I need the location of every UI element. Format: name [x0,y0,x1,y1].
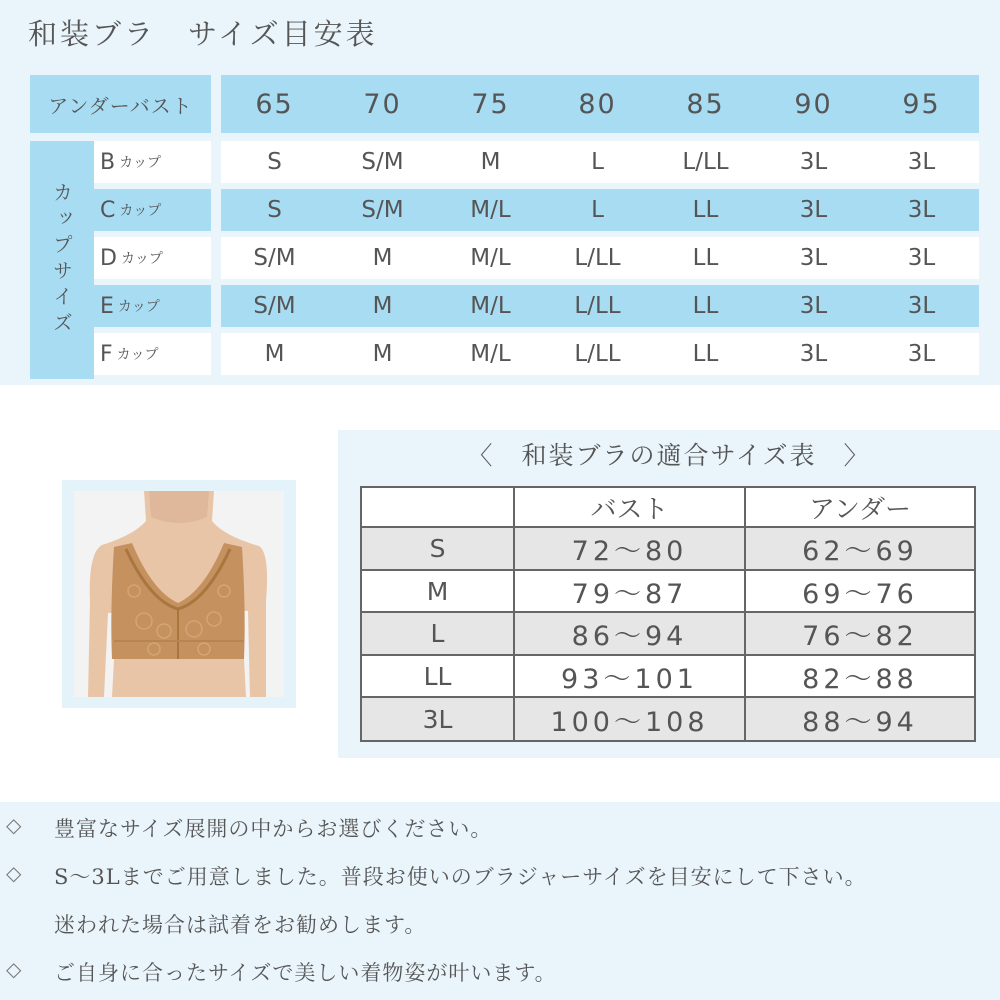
underbust-value [437,75,544,133]
size-value: 3L [907,293,936,319]
size-value: 3L [799,245,828,271]
fit-size-text: M [426,576,449,606]
size-cell [652,333,759,375]
underbust-value [760,75,867,133]
fit-bust-cell [515,528,746,571]
size-value: 3L [799,197,828,223]
size-value: 3L [907,197,936,223]
size-cell [652,237,759,279]
fit-header-cell [515,486,746,528]
bra-model-image [74,491,284,697]
size-value: LL [692,197,719,223]
size-value: LL [692,293,719,319]
fit-size-text: L [430,619,445,648]
size-value: 3L [799,341,828,367]
cup-row-label [94,237,211,279]
size-cell [868,237,975,279]
size-value: S/M [361,149,404,175]
fit-under-cell [746,571,976,613]
size-value: M [264,341,285,367]
cup-suffix: カップ [120,251,163,267]
size-value: M [372,341,393,367]
size-value: L/LL [574,293,621,319]
underbust-label: アンダーバスト [48,93,193,118]
fit-under-cell [746,698,976,742]
fit-size-cell [360,613,515,656]
product-photo [74,491,284,697]
cup-size-header [30,141,94,379]
fit-bust-cell [515,698,746,742]
underbust-value-text: 95 [902,88,941,120]
size-cell [329,141,436,183]
fit-bust-cell [515,613,746,656]
cup-letter: E [100,293,114,319]
size-value: 3L [799,149,828,175]
fit-under-text: 82～88 [802,663,918,695]
size-cell [221,141,328,183]
size-cell [652,141,759,183]
size-value: M/L [470,293,511,319]
size-value: 3L [799,293,828,319]
size-value: M [372,293,393,319]
size-value: S/M [253,245,296,271]
size-cell [437,189,544,231]
cup-row-label [94,141,211,183]
size-value: S/M [253,293,296,319]
fit-under-text: 62～69 [802,536,918,567]
size-value: M [372,245,393,271]
size-value: 3L [907,149,936,175]
cup-letter: D [100,245,117,271]
fit-under-text: 76～82 [802,621,918,652]
note-text: S～3Lまでご用意しました。普段お使いのブラジャーサイズを目安にして下さい。 [54,865,867,889]
size-cell [329,189,436,231]
fit-size-text: LL [423,661,452,691]
size-cell [544,189,651,231]
size-cell [544,237,651,279]
fit-under-cell [746,656,976,698]
size-cell [760,141,867,183]
fit-header-text: アンダー [809,494,911,525]
size-cell [437,141,544,183]
fit-header-cell [360,486,515,528]
size-value: 3L [907,341,936,367]
size-cell [868,285,975,327]
size-value: L/LL [574,341,621,367]
cup-row-label [94,189,211,231]
cup-letter: F [100,341,113,367]
size-value: S [267,149,282,175]
underbust-value-text: 90 [794,88,833,120]
size-cell [652,285,759,327]
size-cell [437,237,544,279]
fit-header-text: バスト [590,494,669,525]
size-cell [221,189,328,231]
fit-size-cell [360,698,515,742]
size-cell [544,141,651,183]
note-text: ご自身に合ったサイズで美しい着物姿が叶います。 [54,961,557,985]
underbust-header [30,75,211,133]
size-cell [221,333,328,375]
size-cell [760,333,867,375]
fit-bust-text: 79～87 [571,578,688,610]
size-value: M [480,149,501,175]
fit-header-cell [746,486,976,528]
size-cell [544,285,651,327]
size-cell [868,333,975,375]
size-value: L [591,197,604,223]
size-cell [329,333,436,375]
fit-bust-text: 72～80 [571,536,688,567]
underbust-value [544,75,651,133]
fit-under-text: 88～94 [802,706,918,738]
size-value: L [591,149,604,175]
fit-under-cell [746,613,976,656]
cup-suffix: カップ [116,347,159,363]
size-cell [868,189,975,231]
size-cell [760,237,867,279]
cup-suffix: カップ [119,203,162,219]
size-cell [221,285,328,327]
underbust-value [652,75,759,133]
note-text: 迷われた場合は試着をお勧めします。 [54,913,427,937]
underbust-value-text: 85 [686,88,725,120]
fit-size-cell [360,571,515,613]
cup-letter: C [100,197,116,223]
size-cell [437,333,544,375]
fit-bust-cell [515,656,746,698]
cup-size-label: カップサイズ [49,182,74,338]
size-value: M/L [470,245,511,271]
fit-size-text: S [429,534,446,563]
cup-suffix: カップ [119,155,161,171]
size-cell [437,285,544,327]
fit-bust-text: 86～94 [571,621,688,652]
page-title: 和装ブラ サイズ目安表 [28,17,378,51]
cup-row-label [94,333,211,375]
underbust-value [868,75,975,133]
size-cell [329,285,436,327]
size-cell [221,237,328,279]
size-value: L/LL [682,149,729,175]
size-cell [544,333,651,375]
size-value: L/LL [574,245,621,271]
fit-size-cell [360,528,515,571]
underbust-value-text: 70 [363,88,402,120]
size-cell [760,189,867,231]
size-value: LL [692,245,719,271]
fit-bust-text: 100～108 [550,706,709,738]
fit-size-table [360,486,976,742]
underbust-value-text: 65 [255,88,294,120]
size-cell [329,237,436,279]
size-cell [868,141,975,183]
cup-suffix: カップ [117,299,160,315]
cup-row-label [94,285,211,327]
size-value: S [267,197,282,223]
size-cell [760,285,867,327]
size-value: LL [692,341,719,367]
fit-under-cell [746,528,976,571]
fit-bust-text: 93～101 [561,663,698,695]
fit-under-text: 69～76 [802,578,918,610]
fit-size-cell [360,656,515,698]
diamond-bullet-icon: ◇ [6,813,23,837]
diamond-bullet-icon: ◇ [6,957,23,981]
note-text: 豊富なサイズ展開の中からお選びください。 [54,817,493,841]
size-cell [652,189,759,231]
size-value: 3L [907,245,936,271]
diamond-bullet-icon: ◇ [6,861,23,885]
size-value: S/M [361,197,404,223]
fit-bust-cell [515,571,746,613]
size-value: M/L [470,341,511,367]
underbust-value-text: 75 [471,88,510,120]
underbust-value [221,75,328,133]
fit-size-text: 3L [422,704,453,734]
underbust-value-text: 80 [578,88,617,120]
cup-letter: B [100,149,116,175]
fit-table-title: 〈 和装ブラの適合サイズ表 〉 [467,441,871,470]
size-value: M/L [470,197,511,223]
underbust-value [329,75,436,133]
